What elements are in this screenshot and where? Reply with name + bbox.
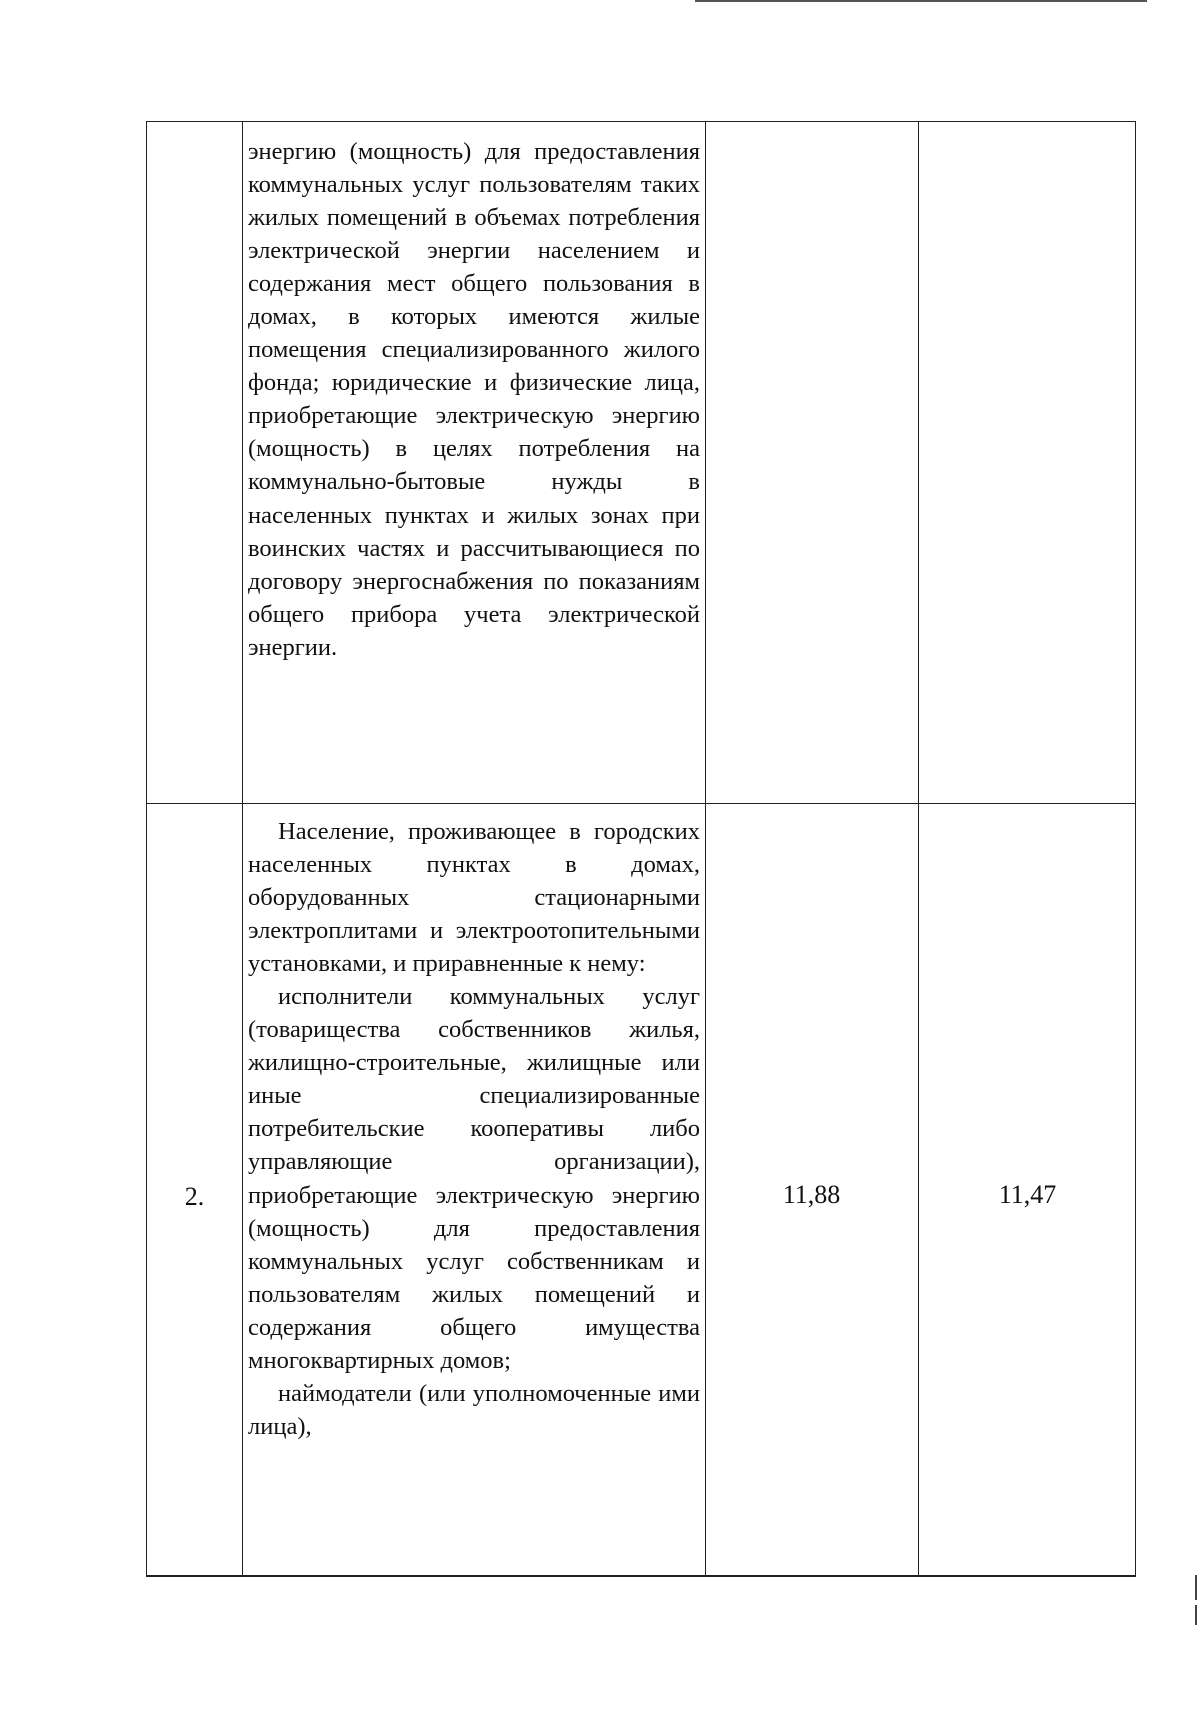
table-row-2-number: 2.	[184, 1182, 205, 1211]
column-divider	[918, 122, 919, 1575]
scan-edge-line	[695, 0, 1147, 2]
row-2-intro-text: Население, проживающее в городских населенных пунктах в домах, оборудованных стационарными электроплитами и электроотопительными установками, и приравненные к нему:	[248, 818, 700, 978]
scan-edge-mark	[1195, 1605, 1197, 1625]
row-divider	[147, 803, 1135, 804]
row-2-paragraph-2: наймодатели (или уполномоченные ими лица),	[248, 1379, 700, 1440]
column-divider	[705, 122, 706, 1575]
table-row-2-description	[248, 815, 700, 1443]
row-1-description-text: энергию (мощность) для предоставления коммунальных услуг пользователям таких жилых помещений в объемах потребления электрической энергии населением и содержания мест общего пользования в домах, в которых имеются жилые помещения специализированного жилого фонда; юридические и физические лица, приобретающие электрическую энергию (мощность) в целях потребления на коммунально-бытовые нужды в населенных пунктах и жилых зонах при воинских частях и рассчитывающиеся по договору энергоснабжения по показаниям общего прибора учета электрической энергии.	[248, 138, 700, 661]
scan-edge-mark	[1195, 1575, 1197, 1600]
column-divider	[242, 122, 243, 1575]
row-2-paragraph-1: исполнители коммунальных услуг (товарищества собственников жилья, жилищно-строительные, жилищные или иные специализированные потребительские кооперативы либо управляющие организации), приобретающие электрическую энергию (мощность) для предоставления коммунальных услуг собственникам и пользователям жилых помещений и содержания общего имущества многоквартирных домов;	[248, 983, 700, 1374]
tariff-table	[146, 121, 1136, 1577]
table-row-2-value-2: 11,47	[998, 1180, 1057, 1209]
table-row-1-description	[248, 135, 700, 664]
table-row-2-value-1: 11,88	[782, 1180, 841, 1209]
